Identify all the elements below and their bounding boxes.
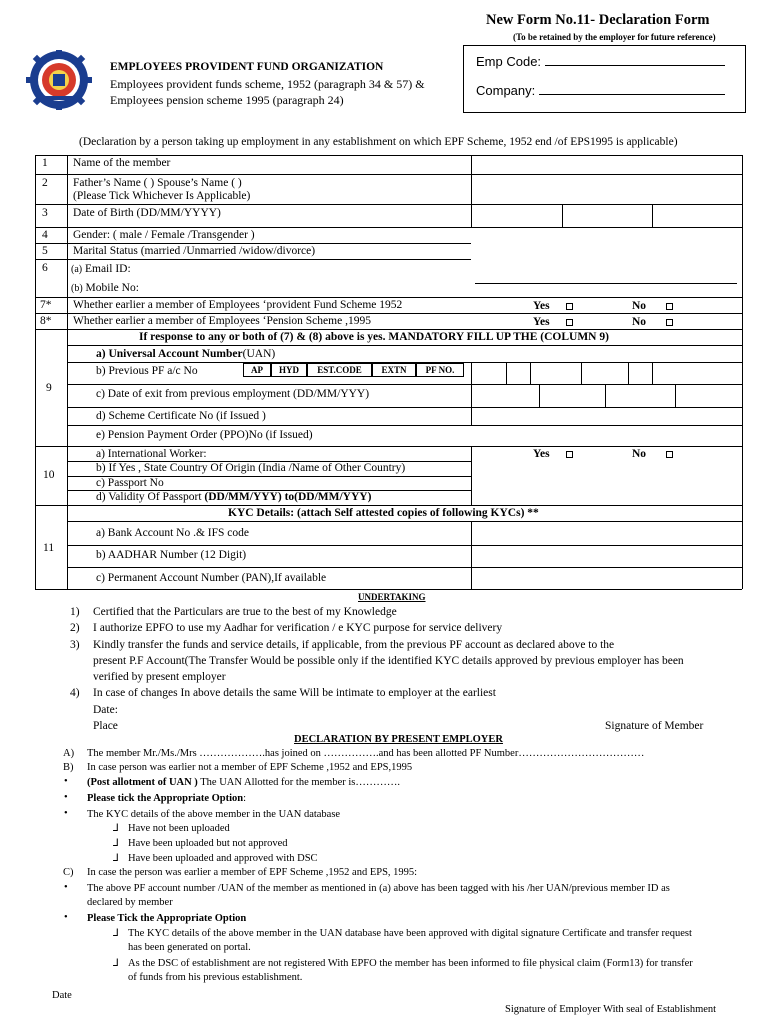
passport-validity-format: (DD/MM/YYY) to(DD/MM/YYY) <box>204 491 372 503</box>
tick-applicable-label: (Please Tick Whichever Is Applicable) <box>73 190 251 202</box>
eps-no-option[interactable] <box>632 316 675 329</box>
option-physical-claim-1[interactable]: As the DSC of establishment are not registered With EPFO the member has been informed to file physical claim (Form13) for transfer <box>128 958 693 969</box>
row-num-3: 3 <box>42 207 48 219</box>
date-of-exit-label: c) Date of exit from previous employment (DD/MM/YYY) <box>96 388 370 400</box>
undertaking-num-1: 1) <box>70 606 80 618</box>
undertaking-date: Date: <box>93 704 118 716</box>
eps-yes-checkbox[interactable] <box>566 319 573 326</box>
form-title: New Form No.11- Declaration Form <box>486 12 710 28</box>
epf-no-option[interactable] <box>632 300 675 313</box>
employer-signature: Signature of Employer With seal of Establishment <box>505 1004 717 1015</box>
uan-allotted-text: The UAN Allotted for the member is…………. <box>197 777 401 788</box>
option-marker-5: ⅃ <box>113 958 119 969</box>
country-origin-label: b) If Yes , State Country Of Origin (India /Name of Other Country) <box>96 462 406 474</box>
column-9-banner: If response to any or both of (7) & (8) above is yes. MANDATORY FILL UP THE (COLUMN 9) <box>139 331 609 343</box>
member-name-label: Name of the member <box>73 157 171 169</box>
option-dsc-approved-2: has been generated on portal. <box>128 942 251 953</box>
bullet-1: • <box>64 776 68 787</box>
bullet-4: • <box>64 882 68 893</box>
intl-yes-checkbox[interactable] <box>566 451 573 458</box>
tag-extn: EXTN <box>372 363 416 377</box>
tagged-line-1: The above PF account number /UAN of the member as mentioned in (a) above has been tagged with his /her UAN/previous member ID as <box>87 883 670 894</box>
pension-member-label: Whether earlier a member of Employees ‘Pension Scheme ,1995 <box>73 315 371 327</box>
row-num-2: 2 <box>42 177 48 189</box>
option-marker-4: ⅃ <box>113 928 119 939</box>
dob-label: Date of Birth (DD/MM/YYYY) <box>73 207 221 219</box>
scheme-line-1: Employees provident funds scheme, 1952 (paragraph 34 & 57) & <box>110 77 425 91</box>
undertaking-text-1: Certified that the Particulars are true to the best of my Knowledge <box>93 606 397 618</box>
dec-a-letter: A) <box>63 748 75 759</box>
bank-account-label: a) Bank Account No .& IFS code <box>96 527 249 539</box>
epf-yes-option[interactable] <box>533 300 575 313</box>
epf-yes-label: Yes <box>533 300 550 312</box>
dec-c-letter: C) <box>63 867 74 878</box>
company-row <box>476 83 725 98</box>
bullet-2: • <box>64 792 68 803</box>
kyc-banner: KYC Details: (attach Self attested copies of following KYCs) ** <box>228 507 539 519</box>
row-num-9: 9 <box>46 382 52 394</box>
employer-date: Date <box>52 990 72 1001</box>
emp-code-label: Emp Code: <box>476 54 542 69</box>
undertaking-title: UNDERTAKING <box>358 592 426 602</box>
form-subtitle: (To be retained by the employer for future reference) <box>513 32 716 42</box>
eps-no-checkbox[interactable] <box>666 319 673 326</box>
row-num-4: 4 <box>42 229 48 241</box>
eps-no-label: No <box>632 316 647 328</box>
tag-hyd: HYD <box>271 363 307 377</box>
international-worker-label: a) International Worker: <box>96 448 207 460</box>
option-marker-2: ⅃ <box>113 838 119 849</box>
emp-code-row <box>476 54 725 69</box>
email-label <box>71 263 131 276</box>
tick-option-text: Please tick the Appropriate Option <box>87 793 244 804</box>
eps-yes-option[interactable] <box>533 316 575 329</box>
tag-ap: AP <box>243 363 271 377</box>
option-uploaded-approved[interactable]: Have been uploaded and approved with DSC <box>128 853 318 864</box>
undertaking-num-2: 2) <box>70 622 80 634</box>
scheme-certificate-label: d) Scheme Certificate No (if Issued ) <box>96 410 266 422</box>
undertaking-text-2: I authorize EPFO to use my Aadhar for verification / e KYC purpose for service delivery <box>93 622 503 634</box>
epf-member-label: Whether earlier a member of Employees ‘provident Fund Scheme 1952 <box>73 299 403 311</box>
company-field[interactable] <box>539 94 725 95</box>
mobile-prefix: (b) <box>71 283 83 294</box>
row-num-1: 1 <box>42 157 48 169</box>
epf-no-label: No <box>632 300 647 312</box>
intl-yes-label: Yes <box>533 448 550 460</box>
tick-option-title-2: Please Tick the Appropriate Option <box>87 913 247 924</box>
company-label: Company: <box>476 83 536 98</box>
epf-yes-checkbox[interactable] <box>566 303 573 310</box>
intl-no-label: No <box>632 448 647 460</box>
undertaking-text-4: In case of changes In above details the same Will be intimate to employer at the earliest <box>93 687 496 699</box>
previous-pf-label: b) Previous PF a/c No <box>96 365 198 377</box>
undertaking-text-3c: verified by present employer <box>93 671 226 683</box>
undertaking-place: Place <box>93 720 118 732</box>
pan-label: c) Permanent Account Number (PAN),If available <box>96 572 327 584</box>
passport-no-label: c) Passport No <box>96 477 164 489</box>
epfo-logo <box>22 50 96 110</box>
row-num-8: 8* <box>40 315 52 327</box>
row-num-5: 5 <box>42 245 48 257</box>
employer-info-box <box>463 45 746 113</box>
email-prefix: (a) <box>71 264 83 275</box>
row-num-10: 10 <box>43 469 55 481</box>
mobile-text: Mobile No: <box>85 282 139 294</box>
bullet-3: • <box>64 808 68 819</box>
undertaking-num-4: 4) <box>70 687 80 699</box>
member-signature: Signature of Member <box>605 720 704 732</box>
option-dsc-approved-1[interactable]: The KYC details of the above member in the UAN database have been approved with digital signature Certificate and transfer request <box>128 928 692 939</box>
option-marker-1: ⅃ <box>113 823 119 834</box>
row-num-11: 11 <box>43 542 55 554</box>
org-name: EMPLOYEES PROVIDENT FUND ORGANIZATION <box>110 61 384 73</box>
uan-label-text: a) Universal Account Number <box>96 348 243 360</box>
epf-no-checkbox[interactable] <box>666 303 673 310</box>
row-num-7: 7* <box>40 299 52 311</box>
intro-text: (Declaration by a person taking up employment in any establishment on which EPF Scheme, 1952 end /of EPS1995 is applicable) <box>79 136 678 148</box>
mobile-label <box>71 282 139 295</box>
row-num-6: 6 <box>42 262 48 274</box>
passport-validity-text: d) Validity Of Passport <box>96 491 205 503</box>
uan-suffix: (UAN) <box>242 348 276 360</box>
option-not-uploaded[interactable]: Have not been uploaded <box>128 823 230 834</box>
undertaking-text-3b: present P.F Account(The Transfer Would be possible only if the identified KYC details approved by previous employer has been <box>93 655 684 667</box>
uan-allotted-bold: (Post allotment of UAN ) <box>87 777 198 788</box>
bullet-5: • <box>64 912 68 923</box>
dec-b-letter: B) <box>63 762 74 773</box>
emp-code-field[interactable] <box>545 65 725 66</box>
email-text: Email ID: <box>84 263 131 275</box>
ppo-label: e) Pension Payment Order (PPO)No (if Issued) <box>96 429 313 441</box>
scheme-line-2: Employees pension scheme 1995 (paragraph 24) <box>110 93 344 107</box>
dec-b-text: In case person was earlier not a member of EPF Scheme ,1952 and EPS,1995 <box>87 762 413 773</box>
intl-no-option[interactable] <box>632 448 675 461</box>
dec-c-text: In case the person was earlier a member of EPF Scheme ,1952 and EPS, 1995: <box>87 867 418 878</box>
marital-status-label: Marital Status (married /Unmarried /widow/divorce) <box>73 245 316 257</box>
tag-pf-no: PF NO. <box>416 363 464 377</box>
undertaking-text-3: Kindly transfer the funds and service details, if applicable, from the previous PF account as declared above to the <box>93 639 615 651</box>
uan-allotted-line <box>87 777 400 788</box>
intl-yes-option[interactable] <box>533 448 575 461</box>
father-spouse-label: Father’s Name ( ) Spouse’s Name ( ) <box>73 177 242 189</box>
undertaking-num-3: 3) <box>70 639 80 651</box>
option-marker-3: ⅃ <box>113 853 119 864</box>
tick-option-colon: : <box>243 793 247 804</box>
uan-label <box>96 348 275 361</box>
intl-no-checkbox[interactable] <box>666 451 673 458</box>
eps-yes-label: Yes <box>533 316 550 328</box>
tagged-line-2: declared by member <box>87 897 173 908</box>
dec-a-text: The member Mr./Ms./Mrs ……………….has joined on …………….and has been allotted PF Number……………………………… <box>87 748 645 759</box>
option-physical-claim-2: of funds from his previous establishment. <box>128 972 303 983</box>
kyc-uan-line: The KYC details of the above member in the UAN database <box>87 809 341 820</box>
option-uploaded-not-approved[interactable]: Have been uploaded but not approved <box>128 838 288 849</box>
aadhar-label: b) AADHAR Number (12 Digit) <box>96 549 247 561</box>
employer-declaration-title: DECLARATION BY PRESENT EMPLOYER <box>294 734 503 745</box>
tag-est-code: EST.CODE <box>307 363 372 377</box>
gender-label: Gender: ( male / Female /Transgender ) <box>73 229 255 241</box>
tick-option-line <box>87 793 246 804</box>
passport-validity-label <box>96 491 371 504</box>
